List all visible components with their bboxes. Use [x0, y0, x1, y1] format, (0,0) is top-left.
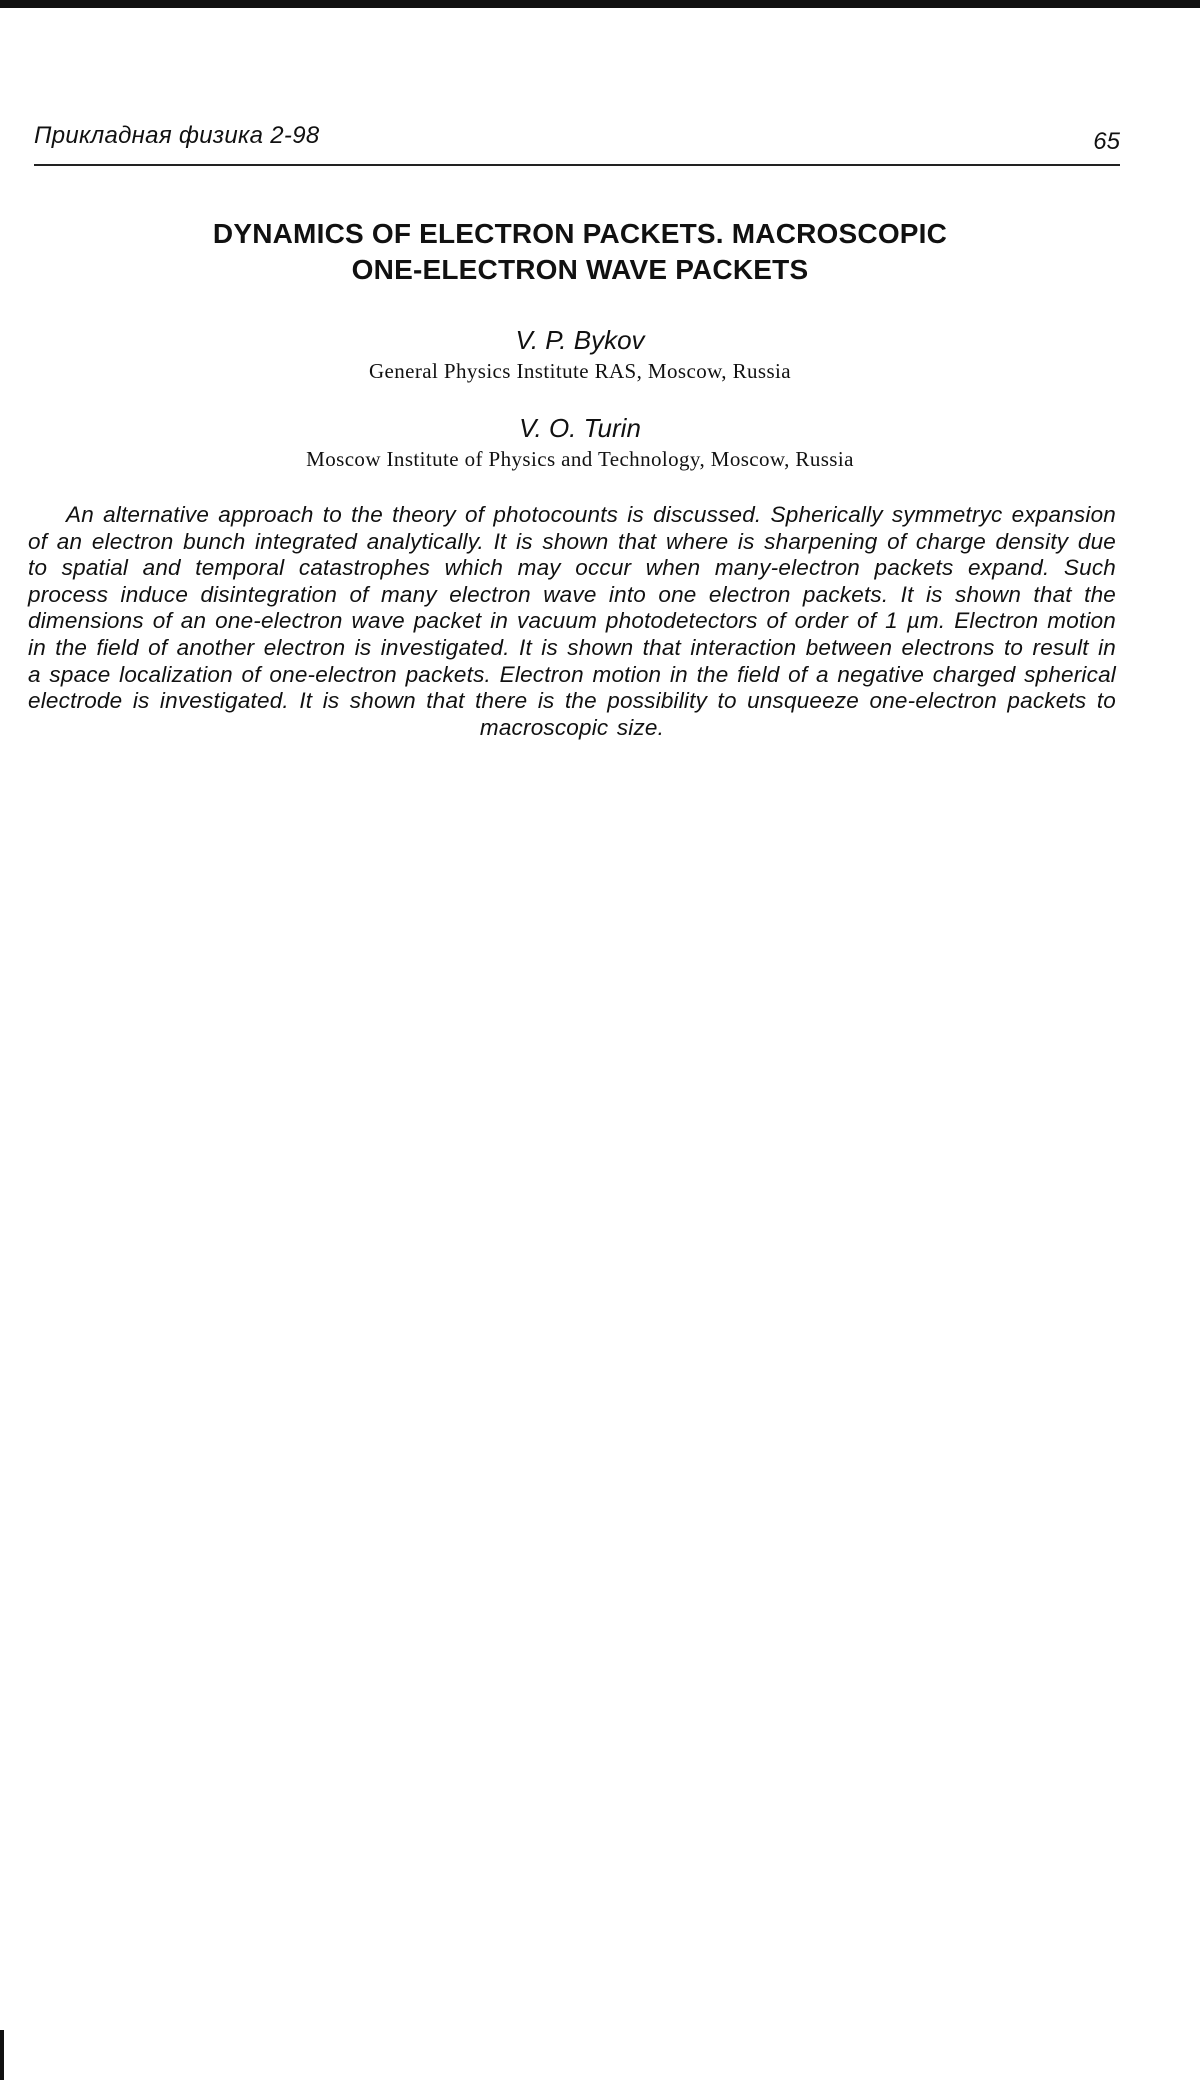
paper-title-line-1: DYNAMICS OF ELECTRON PACKETS. MACROSCOPIC: [212, 218, 948, 249]
page-number: 65: [1093, 128, 1120, 155]
author-block-1: [100, 324, 1060, 386]
paper-title-line-2: ONE-ELECTRON WAVE PACKETS: [351, 254, 809, 285]
running-header: [34, 118, 1120, 162]
author-affiliation: General Physics Institute RAS, Moscow, Russia: [368, 359, 792, 383]
header-rule: [34, 164, 1120, 166]
scan-top-border: [0, 0, 1200, 8]
paper-title: [100, 216, 1060, 288]
scan-edge-mark: [0, 2030, 4, 2080]
author-affiliation: Moscow Institute of Physics and Technology, Moscow, Russia: [306, 447, 854, 471]
author-name: V. P. Bykov: [515, 325, 645, 355]
abstract: An alternative approach to the theory of photocounts is discussed. Spherically symmetryc expansion of an electron bunch integrated analytically. It is shown that where is sharpening of charge density due to spatial and temporal catastrophes which may occur when many-electron packets expand. Such process induce disintegration of many electron wave into one electron packets. It is shown that the dimensions of an one-electron wave packet in vacuum photodetectors of order of 1 µm. Electron motion in the field of another electron is investigated. It is shown that interaction between electrons to result in a space localization of one-electron packets. Electron motion in the field of a negative charged spherical electrode is investigated. It is shown that there is the possibility to unsqueeze one-electron packets to macroscopic size.: [28, 502, 1116, 740]
journal-name: Прикладная физика 2-98: [34, 122, 320, 149]
author-block-2: [100, 412, 1060, 474]
author-name: V. O. Turin: [519, 413, 641, 443]
